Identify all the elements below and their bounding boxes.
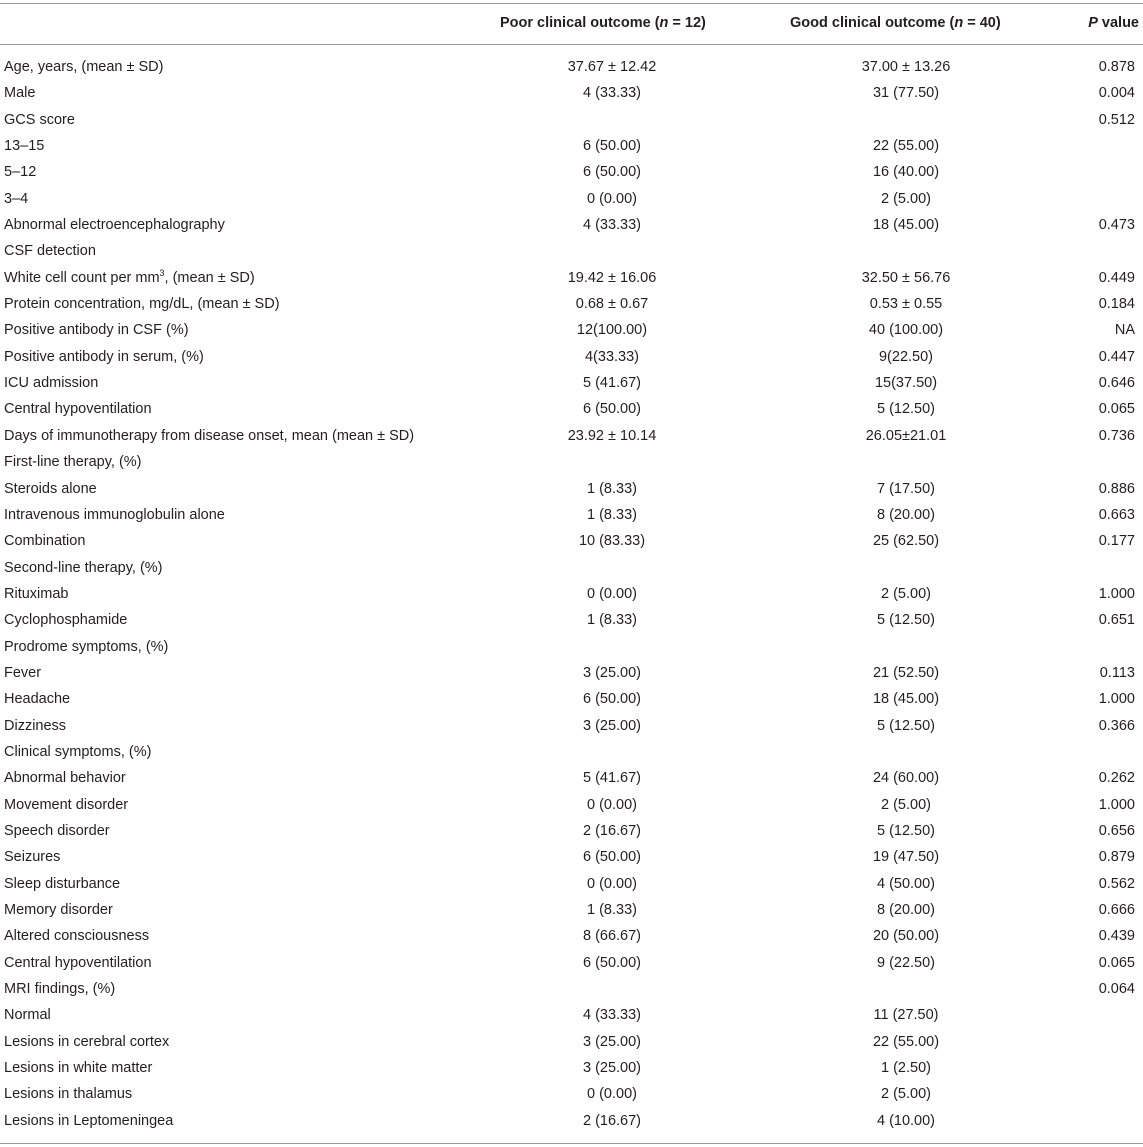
good-outcome-cell: 4 (50.00)	[876, 875, 936, 892]
poor-outcome-cell: 3 (25.00)	[582, 1060, 642, 1077]
table-row	[0, 238, 1143, 264]
row-label: Speech disorder	[4, 822, 110, 839]
bottom-rule	[0, 1143, 1143, 1144]
poor-outcome-cell: 0 (0.00)	[587, 585, 637, 602]
good-outcome-cell: 18 (45.00)	[872, 217, 940, 234]
good-outcome-cell: 40 (100.00)	[868, 322, 944, 339]
p-value-cell: 0.879	[1098, 849, 1135, 866]
row-label: 5–12	[4, 164, 37, 181]
row-label: Cyclophosphamide	[4, 612, 128, 629]
table-row	[0, 265, 1143, 291]
good-outcome-cell: 16 (40.00)	[872, 164, 940, 181]
good-outcome-cell: 5 (12.50)	[876, 822, 936, 839]
table-row	[0, 607, 1143, 633]
row-label: CSF detection	[4, 243, 96, 260]
good-outcome-cell: 5 (12.50)	[876, 401, 936, 418]
row-label: Headache	[4, 691, 71, 708]
poor-outcome-cell: 8 (66.67)	[582, 928, 642, 945]
p-value-cell: 0.886	[1098, 480, 1135, 497]
good-outcome-cell: 15(37.50)	[874, 375, 938, 392]
row-label: Combination	[4, 533, 86, 550]
top-rule	[0, 3, 1143, 4]
row-label: 3–4	[4, 190, 29, 207]
good-outcome-cell: 22 (55.00)	[872, 138, 940, 155]
good-outcome-cell: 2 (5.00)	[881, 1086, 931, 1103]
row-label: Positive antibody in CSF (%)	[4, 322, 189, 339]
table-row	[0, 897, 1143, 923]
table-row	[0, 871, 1143, 897]
p-value-cell: 0.065	[1098, 401, 1135, 418]
row-label: MRI findings, (%)	[4, 981, 116, 998]
row-label: Memory disorder	[4, 902, 113, 918]
header-p-value: P value	[1088, 15, 1139, 31]
table-row	[0, 186, 1143, 212]
good-outcome-cell: 7 (17.50)	[876, 480, 936, 497]
p-value-cell: 0.878	[1098, 59, 1135, 75]
row-label: Abnormal behavior	[4, 770, 126, 787]
table-row	[0, 212, 1143, 238]
header-poor-outcome: Poor clinical outcome (n = 12)	[500, 15, 706, 31]
table-row	[0, 54, 1143, 80]
row-label: Lesions in thalamus	[4, 1086, 133, 1103]
table-row	[0, 80, 1143, 106]
good-outcome-cell: 18 (45.00)	[872, 691, 940, 708]
row-label: ICU admission	[4, 375, 99, 392]
table-row	[0, 555, 1143, 581]
good-outcome-cell: 2 (5.00)	[881, 585, 931, 602]
table-row	[0, 923, 1143, 949]
table-row	[0, 528, 1143, 554]
row-label: First-line therapy, (%)	[4, 454, 142, 471]
table-row	[0, 1108, 1143, 1134]
good-outcome-cell: 0.53 ± 0.55	[869, 296, 943, 313]
row-label: Movement disorder	[4, 796, 129, 813]
row-label: Male	[4, 85, 36, 102]
table-row	[0, 1055, 1143, 1081]
good-outcome-cell: 9(22.50)	[878, 348, 934, 365]
row-label: Lesions in Leptomeningea	[4, 1112, 174, 1129]
row-label: Central hypoventilation	[4, 954, 152, 971]
p-value-cell: 0.065	[1098, 954, 1135, 971]
row-label: Prodrome symptoms, (%)	[4, 638, 169, 655]
poor-outcome-cell: 0 (0.00)	[587, 1086, 637, 1103]
row-label: Clinical symptoms, (%)	[4, 743, 152, 760]
poor-outcome-cell: 5 (41.67)	[582, 770, 642, 787]
poor-outcome-cell: 6 (50.00)	[582, 164, 642, 181]
poor-outcome-cell: 0 (0.00)	[587, 190, 637, 207]
good-outcome-cell: 25 (62.50)	[872, 533, 940, 550]
table-row	[0, 1002, 1143, 1028]
poor-outcome-cell: 2 (16.67)	[582, 1112, 642, 1129]
poor-outcome-cell: 0.68 ± 0.67	[575, 296, 649, 313]
p-value-cell: 1.000	[1098, 585, 1135, 602]
row-label: Seizures	[4, 849, 61, 866]
good-outcome-cell: 8 (20.00)	[876, 902, 936, 918]
p-value-cell: 0.646	[1098, 375, 1135, 392]
good-outcome-cell: 31 (77.50)	[872, 85, 940, 102]
p-value-cell: 0.562	[1098, 875, 1135, 892]
poor-outcome-cell: 3 (25.00)	[582, 717, 642, 734]
poor-outcome-cell: 4 (33.33)	[582, 217, 642, 234]
p-value-cell: NA	[1114, 322, 1135, 339]
table-row	[0, 1081, 1143, 1107]
row-label: Positive antibody in serum, (%)	[4, 348, 204, 365]
poor-outcome-cell: 5 (41.67)	[582, 375, 642, 392]
p-value-cell: 0.064	[1098, 981, 1135, 998]
p-value-cell: 1.000	[1098, 691, 1135, 708]
row-label: Intravenous immunoglobulin alone	[4, 506, 225, 523]
table-row	[0, 713, 1143, 739]
row-label: Normal	[4, 1007, 51, 1024]
table-row	[0, 844, 1143, 870]
p-value-cell: 0.177	[1098, 533, 1135, 550]
table-row	[0, 449, 1143, 475]
table-row	[0, 660, 1143, 686]
p-value-cell: 0.262	[1098, 770, 1135, 787]
table-row	[0, 634, 1143, 660]
table-row	[0, 317, 1143, 343]
row-label: Lesions in cerebral cortex	[4, 1033, 170, 1050]
p-value-cell: 0.447	[1098, 348, 1135, 365]
p-value-cell: 0.666	[1098, 902, 1135, 918]
good-outcome-cell: 19 (47.50)	[872, 849, 940, 866]
poor-outcome-cell: 23.92 ± 10.14	[567, 427, 657, 444]
table-row	[0, 818, 1143, 844]
table-row	[0, 370, 1143, 396]
row-label: Rituximab	[4, 585, 69, 602]
poor-outcome-cell: 0 (0.00)	[587, 796, 637, 813]
good-outcome-cell: 32.50 ± 56.76	[861, 269, 951, 286]
poor-outcome-cell: 3 (25.00)	[582, 664, 642, 681]
poor-outcome-cell: 6 (50.00)	[582, 691, 642, 708]
table-row	[0, 686, 1143, 712]
p-value-cell: 0.651	[1098, 612, 1135, 629]
poor-outcome-cell: 10 (83.33)	[578, 533, 646, 550]
poor-outcome-cell: 6 (50.00)	[582, 138, 642, 155]
row-label: Age, years, (mean ± SD)	[4, 59, 164, 75]
table-row	[0, 291, 1143, 317]
poor-outcome-cell: 2 (16.67)	[582, 822, 642, 839]
header-good-outcome: Good clinical outcome (n = 40)	[790, 15, 1001, 31]
poor-outcome-cell: 4(33.33)	[584, 348, 640, 365]
table-row	[0, 581, 1143, 607]
good-outcome-cell: 26.05±21.01	[865, 427, 947, 444]
row-label: Steroids alone	[4, 480, 97, 497]
poor-outcome-cell: 6 (50.00)	[582, 401, 642, 418]
p-value-cell: 0.512	[1098, 111, 1135, 128]
good-outcome-cell: 5 (12.50)	[876, 612, 936, 629]
row-label: Days of immunotherapy from disease onset, mean (mean ± SD)	[4, 427, 415, 444]
good-outcome-cell: 9 (22.50)	[876, 954, 936, 971]
good-outcome-cell: 2 (5.00)	[881, 190, 931, 207]
header-rule	[0, 44, 1143, 45]
good-outcome-cell: 20 (50.00)	[872, 928, 940, 945]
row-label: Central hypoventilation	[4, 401, 152, 418]
table-row	[0, 1029, 1143, 1055]
row-label: GCS score	[4, 111, 75, 128]
poor-outcome-cell: 0 (0.00)	[587, 875, 637, 892]
p-value-cell: 0.656	[1098, 822, 1135, 839]
good-outcome-cell: 22 (55.00)	[872, 1033, 940, 1050]
poor-outcome-cell: 19.42 ± 16.06	[567, 269, 657, 286]
poor-outcome-cell: 6 (50.00)	[582, 849, 642, 866]
good-outcome-cell: 21 (52.50)	[872, 664, 940, 681]
table-row	[0, 950, 1143, 976]
table-row	[0, 476, 1143, 502]
good-outcome-cell: 1 (2.50)	[881, 1060, 931, 1077]
table-row	[0, 133, 1143, 159]
p-value-cell: 1.000	[1098, 796, 1135, 813]
p-value-cell: 0.366	[1098, 717, 1135, 734]
good-outcome-cell: 24 (60.00)	[872, 770, 940, 787]
p-value-cell: 0.449	[1098, 269, 1135, 286]
poor-outcome-cell: 4 (33.33)	[582, 85, 642, 102]
poor-outcome-cell: 37.67 ± 12.42	[567, 59, 657, 75]
table-row	[0, 107, 1143, 133]
table-row	[0, 502, 1143, 528]
poor-outcome-cell: 3 (25.00)	[582, 1033, 642, 1050]
row-label: White cell count per $mm^3$, (mean ± SD)	[4, 267, 255, 286]
row-label: 13–15	[4, 138, 45, 155]
p-value-cell: 0.473	[1098, 217, 1135, 234]
row-label: Altered consciousness	[4, 928, 150, 945]
row-label: Fever	[4, 664, 42, 681]
p-value-cell: 0.736	[1098, 427, 1135, 444]
good-outcome-cell: 37.00 ± 13.26	[861, 59, 951, 75]
p-value-cell: 0.663	[1098, 506, 1135, 523]
row-label: Protein concentration, mg/dL, (mean ± SD)	[4, 296, 280, 313]
poor-outcome-cell: 1 (8.33)	[587, 506, 637, 523]
table-row	[0, 344, 1143, 370]
row-label: Lesions in white matter	[4, 1060, 153, 1077]
table-header	[0, 11, 1143, 35]
poor-outcome-cell: 6 (50.00)	[582, 954, 642, 971]
poor-outcome-cell: 4 (33.33)	[582, 1007, 642, 1024]
p-value-cell: 0.004	[1098, 85, 1135, 102]
table-row	[0, 792, 1143, 818]
row-label: Dizziness	[4, 717, 67, 734]
p-value-cell: 0.439	[1098, 928, 1135, 945]
good-outcome-cell: 8 (20.00)	[876, 506, 936, 523]
table-row	[0, 739, 1143, 765]
good-outcome-cell: 4 (10.00)	[876, 1112, 936, 1129]
superscript: 3	[159, 267, 165, 278]
table-row	[0, 976, 1143, 1002]
table-row	[0, 396, 1143, 422]
table-row	[0, 423, 1143, 449]
row-label: Abnormal electroencephalography	[4, 217, 225, 234]
poor-outcome-cell: 1 (8.33)	[587, 902, 637, 918]
p-value-cell: 0.184	[1098, 296, 1135, 313]
good-outcome-cell: 11 (27.50)	[873, 1007, 939, 1024]
good-outcome-cell: 5 (12.50)	[876, 717, 936, 734]
poor-outcome-cell: 1 (8.33)	[587, 480, 637, 497]
row-label: Second-line therapy, (%)	[4, 559, 163, 576]
poor-outcome-cell: 1 (8.33)	[587, 612, 637, 629]
table-row	[0, 159, 1143, 185]
poor-outcome-cell: 12(100.00)	[576, 322, 648, 339]
row-label: Sleep disturbance	[4, 875, 121, 892]
table-body	[0, 54, 1143, 1134]
table-row	[0, 765, 1143, 791]
p-value-cell: 0.113	[1099, 664, 1135, 681]
good-outcome-cell: 2 (5.00)	[881, 796, 931, 813]
